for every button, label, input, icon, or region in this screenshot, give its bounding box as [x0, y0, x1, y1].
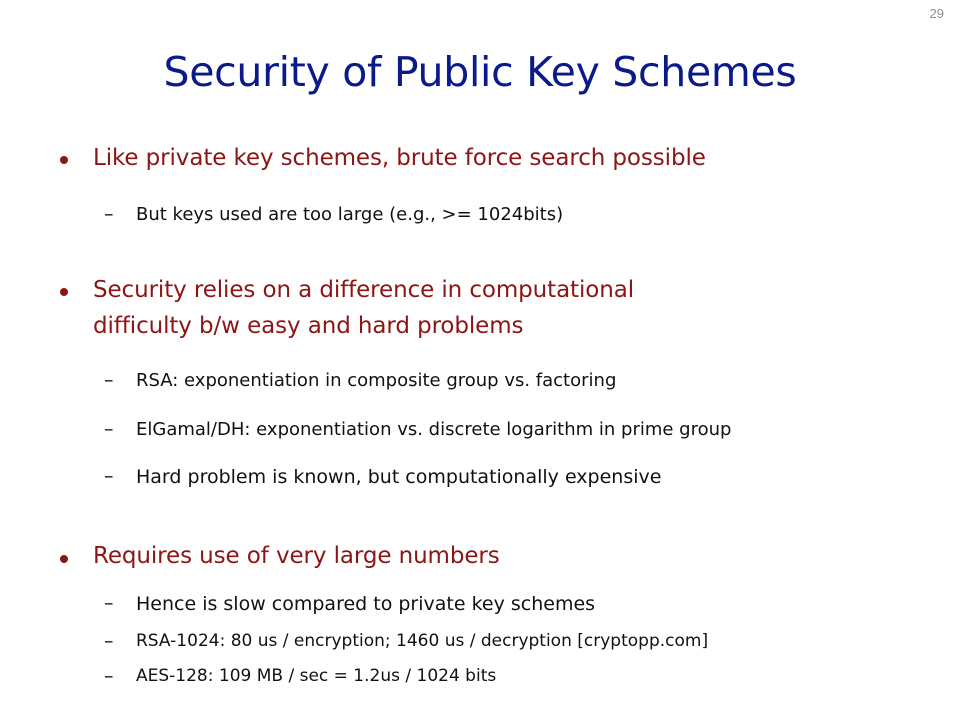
- bullet-2-sub-3: Hard problem is known, but computationally expensive: [136, 466, 662, 488]
- dash-marker: –: [104, 418, 114, 440]
- bullet-3-sub-1: Hence is slow compared to private key schemes: [136, 593, 596, 615]
- dash-marker: –: [104, 203, 114, 225]
- bullet-3-sub-2: RSA-1024: 80 us / encryption; 1460 us / decryption [cryptopp.com]: [136, 631, 709, 651]
- page-number: 29: [929, 6, 944, 21]
- bullet-dot: [60, 555, 68, 563]
- bullet-3-sub-3: AES-128: 109 MB / sec = 1.2us / 1024 bits: [136, 666, 497, 686]
- dash-marker: –: [104, 465, 114, 487]
- bullet-2-text-line-2: difficulty b/w easy and hard problems: [93, 313, 524, 339]
- dash-marker: –: [104, 592, 114, 614]
- bullet-2-sub-1: RSA: exponentiation in composite group vs. factoring: [136, 370, 617, 391]
- bullet-dot: [60, 156, 68, 164]
- dash-marker: –: [104, 369, 114, 391]
- dash-marker: –: [104, 630, 114, 652]
- bullet-dot: [60, 288, 68, 296]
- bullet-1-text: Like private key schemes, brute force search possible: [93, 145, 706, 171]
- bullet-2-sub-2: ElGamal/DH: exponentiation vs. discrete logarithm in prime group: [136, 419, 732, 440]
- bullet-2-text-line-1: Security relies on a difference in computational: [93, 277, 635, 303]
- slide-title: Security of Public Key Schemes: [163, 48, 797, 96]
- bullet-1-sub-1: But keys used are too large (e.g., >= 1024bits): [136, 204, 564, 225]
- bullet-3-text: Requires use of very large numbers: [93, 543, 500, 569]
- dash-marker: –: [104, 665, 114, 687]
